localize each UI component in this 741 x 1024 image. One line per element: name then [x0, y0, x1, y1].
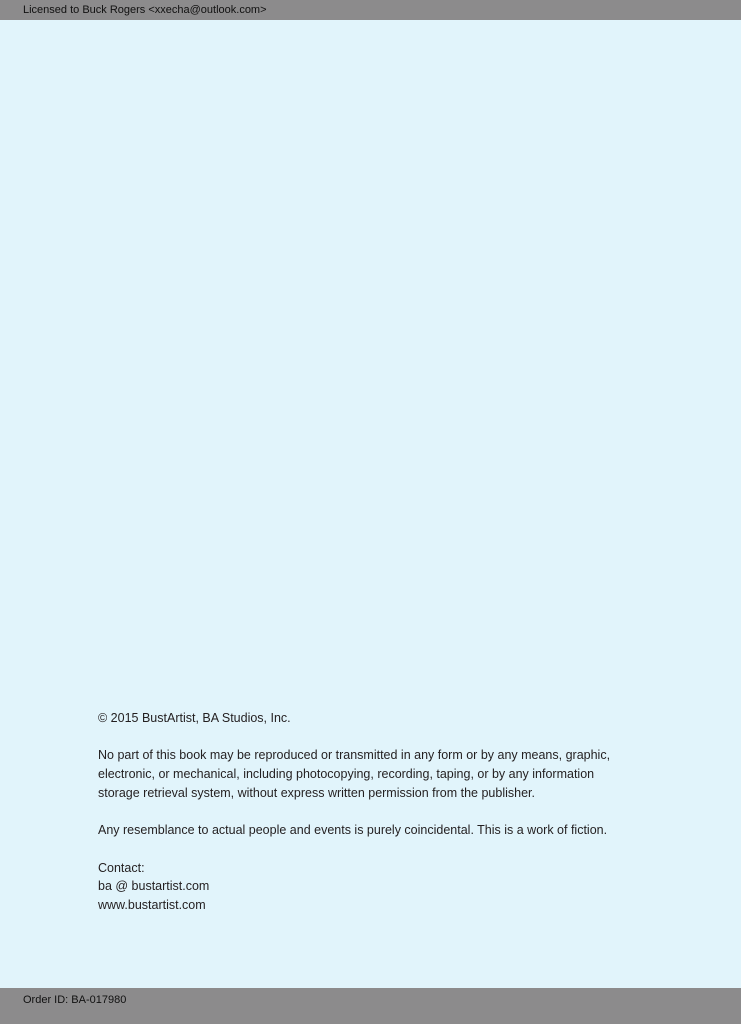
license-text: Licensed to Buck Rogers <xxecha@outlook.com> [23, 4, 267, 16]
copyright-notice: © 2015 BustArtist, BA Studios, Inc. [98, 711, 291, 725]
rights-line: electronic, or mechanical, including photocopying, recording, taping, or by any information [98, 767, 595, 782]
license-header-bar [0, 0, 741, 20]
order-id: Order ID: BA-017980 [23, 994, 127, 1006]
contact-label: Contact: [98, 860, 145, 875]
copyright-page-content [98, 709, 658, 933]
rights-line: No part of this book may be reproduced or transmitted in any form or by any means, graphic, [98, 748, 611, 763]
order-footer-bar [0, 988, 741, 1024]
contact-website: www.bustartist.com [98, 897, 206, 912]
rights-reserved-paragraph [98, 746, 658, 802]
fiction-disclaimer: Any resemblance to actual people and events is purely coincidental. This is a work of fiction. [98, 823, 608, 838]
contact-email: ba @ bustartist.com [98, 879, 210, 894]
contact-section [98, 859, 658, 915]
rights-line: storage retrieval system, without express written permission from the publisher. [98, 785, 535, 800]
